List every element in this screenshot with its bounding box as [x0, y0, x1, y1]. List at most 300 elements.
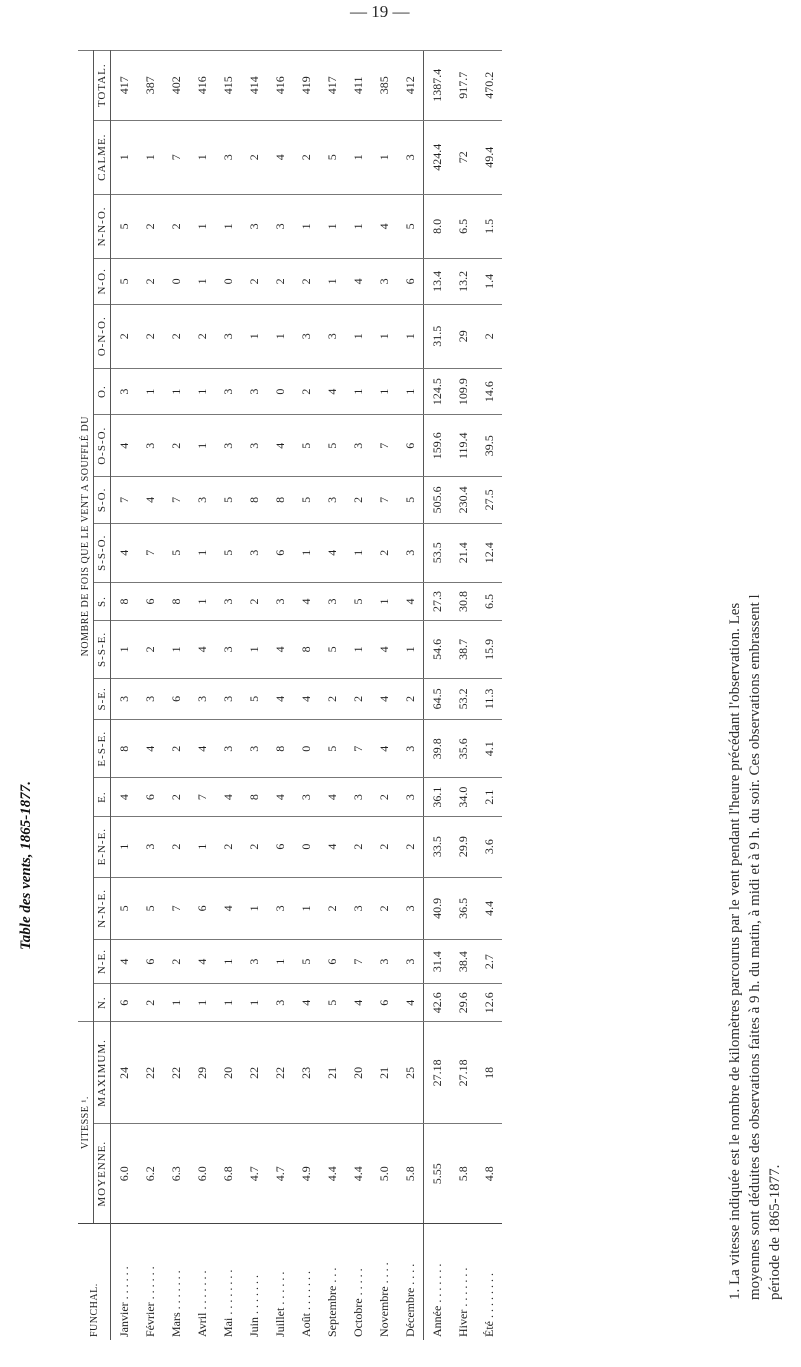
- table-cell: 3: [397, 720, 424, 778]
- table-cell: 2: [267, 259, 293, 305]
- table-cell: 33.5: [424, 816, 451, 877]
- table-row: [163, 51, 189, 1341]
- table-cell: 20: [215, 1022, 241, 1124]
- table-cell: 6.5: [450, 194, 476, 258]
- table-cell: 2: [163, 778, 189, 816]
- table-cell: 3: [137, 816, 163, 877]
- table-cell: 4: [397, 984, 424, 1022]
- table-cell: 29: [189, 1022, 215, 1124]
- table-cell: 3: [189, 477, 215, 524]
- table-cell: 5: [319, 720, 345, 778]
- table-cell: 2: [345, 816, 371, 877]
- table-cell: 6.3: [163, 1124, 189, 1224]
- table-cell: 4: [267, 621, 293, 679]
- table-cell: 2: [371, 778, 397, 816]
- side-title: Table des vents, 1865-1877.: [18, 780, 34, 950]
- row-label: Mai . . . . . . . .: [215, 1224, 241, 1341]
- table-cell: 1: [371, 304, 397, 368]
- column-header: S-S-O.: [94, 523, 111, 582]
- column-header: N-N-O.: [94, 194, 111, 258]
- table-cell: 54.6: [424, 621, 451, 679]
- table-cell: 3: [267, 984, 293, 1022]
- table-cell: 5: [111, 194, 138, 258]
- table-cell: 1: [111, 816, 138, 877]
- table-cell: 27.18: [450, 1022, 476, 1124]
- table-cell: 22: [137, 1022, 163, 1124]
- table-cell: 385: [371, 51, 397, 121]
- table-cell: 35.6: [450, 720, 476, 778]
- table-cell: 27.5: [476, 477, 502, 524]
- column-header: MAXIMUM.: [94, 1022, 111, 1124]
- table-cell: 6.5: [476, 582, 502, 620]
- column-header-row: [94, 51, 111, 1341]
- table-cell: 7: [345, 940, 371, 984]
- row-label: Janvier . . . . . .: [111, 1224, 138, 1341]
- table-cell: 8: [293, 621, 319, 679]
- table-cell: 3: [241, 194, 267, 258]
- table-cell: 416: [189, 51, 215, 121]
- table-cell: 414: [241, 51, 267, 121]
- column-header: O.: [94, 368, 111, 415]
- table-cell: 1387.4: [424, 51, 451, 121]
- station-label: FUNCHAL.: [78, 1224, 111, 1341]
- table-cell: 5: [397, 477, 424, 524]
- table-cell: 1: [189, 259, 215, 305]
- table-cell: 64.5: [424, 678, 451, 719]
- table-cell: 1: [397, 621, 424, 679]
- table-cell: 6: [189, 877, 215, 940]
- table-cell: 2: [163, 940, 189, 984]
- table-cell: 3: [215, 582, 241, 620]
- table-cell: 6: [137, 582, 163, 620]
- table-cell: 2: [241, 259, 267, 305]
- table-cell: 3: [215, 120, 241, 194]
- column-header: CALME.: [94, 120, 111, 194]
- table-cell: 419: [293, 51, 319, 121]
- table-cell: 2: [397, 816, 424, 877]
- table-cell: 8: [267, 720, 293, 778]
- table-cell: 0: [267, 368, 293, 415]
- table-cell: 39.8: [424, 720, 451, 778]
- table-cell: 1: [111, 120, 138, 194]
- table-cell: 53.2: [450, 678, 476, 719]
- table-cell: 2: [241, 582, 267, 620]
- table-cell: 6: [397, 259, 424, 305]
- column-header: S-S-E.: [94, 621, 111, 679]
- table-cell: 6: [397, 415, 424, 477]
- table-cell: 2: [345, 477, 371, 524]
- table-cell: 8: [267, 477, 293, 524]
- table-row: [476, 51, 502, 1341]
- table-cell: 3: [371, 259, 397, 305]
- table-cell: 3: [397, 940, 424, 984]
- table-cell: 5: [293, 940, 319, 984]
- table-cell: 2: [345, 678, 371, 719]
- table-cell: 7: [371, 477, 397, 524]
- table-cell: 3.6: [476, 816, 502, 877]
- table-cell: 6: [267, 816, 293, 877]
- table-cell: 2: [137, 984, 163, 1022]
- table-row: [345, 51, 371, 1341]
- table-cell: 1: [215, 940, 241, 984]
- table-cell: 1: [345, 304, 371, 368]
- table-cell: 2.1: [476, 778, 502, 816]
- column-header: E-N-E.: [94, 816, 111, 877]
- table-cell: 2: [371, 877, 397, 940]
- table-cell: 24: [111, 1022, 138, 1124]
- table-cell: 387: [137, 51, 163, 121]
- table-cell: 12.4: [476, 523, 502, 582]
- table-cell: 6: [371, 984, 397, 1022]
- table-cell: 1: [345, 194, 371, 258]
- table-cell: 3: [345, 415, 371, 477]
- table-row: [293, 51, 319, 1341]
- group-header-vitesse: VITESSE ¹.: [78, 1022, 94, 1224]
- table-cell: 1: [189, 368, 215, 415]
- table-cell: 3: [267, 877, 293, 940]
- table-cell: 4: [111, 523, 138, 582]
- table-cell: 1: [215, 984, 241, 1022]
- table-cell: 2: [293, 259, 319, 305]
- table-cell: 5: [111, 259, 138, 305]
- row-label: Novembre . . . .: [371, 1224, 397, 1341]
- table-cell: 4: [397, 582, 424, 620]
- table-cell: 470.2: [476, 51, 502, 121]
- table-cell: 5.0: [371, 1124, 397, 1224]
- table-cell: 2: [111, 304, 138, 368]
- table-cell: 4: [111, 940, 138, 984]
- table-cell: 2: [137, 259, 163, 305]
- table-cell: 8: [111, 720, 138, 778]
- table-cell: 6: [137, 778, 163, 816]
- page-number: — 19 —: [350, 2, 410, 21]
- table-cell: 5: [293, 477, 319, 524]
- table-cell: 7: [189, 778, 215, 816]
- table-cell: 2: [163, 194, 189, 258]
- table-cell: 124.5: [424, 368, 451, 415]
- table-cell: 4: [319, 368, 345, 415]
- table-cell: 1: [241, 984, 267, 1022]
- table-cell: 1: [189, 984, 215, 1022]
- table-cell: 1: [163, 368, 189, 415]
- table-cell: 4: [215, 778, 241, 816]
- table-cell: 3: [293, 778, 319, 816]
- table-cell: 1: [241, 877, 267, 940]
- column-header: E.: [94, 778, 111, 816]
- table-cell: 402: [163, 51, 189, 121]
- table-cell: 3: [267, 582, 293, 620]
- table-cell: 3: [397, 523, 424, 582]
- table-cell: 4.7: [267, 1124, 293, 1224]
- table-cell: 6: [111, 984, 138, 1022]
- row-label: Année . . . . . . .: [424, 1224, 451, 1341]
- table-cell: 917.7: [450, 51, 476, 121]
- table-cell: 4.4: [319, 1124, 345, 1224]
- table-cell: 2: [319, 877, 345, 940]
- table-cell: 1: [189, 120, 215, 194]
- table-cell: 8: [111, 582, 138, 620]
- table-cell: 6.8: [215, 1124, 241, 1224]
- table-cell: 4: [111, 778, 138, 816]
- table-cell: 1: [397, 304, 424, 368]
- table-cell: 49.4: [476, 120, 502, 194]
- table-cell: 2: [163, 304, 189, 368]
- table-cell: 3: [345, 877, 371, 940]
- table-cell: 5: [137, 877, 163, 940]
- table-cell: 3: [241, 720, 267, 778]
- table-row: [215, 51, 241, 1341]
- table-cell: 42.6: [424, 984, 451, 1022]
- table-cell: 1: [241, 621, 267, 679]
- table-cell: 6.0: [111, 1124, 138, 1224]
- table-cell: 415: [215, 51, 241, 121]
- table-cell: 1: [267, 304, 293, 368]
- table-cell: 53.5: [424, 523, 451, 582]
- table-cell: 4: [319, 778, 345, 816]
- table-cell: 5: [345, 582, 371, 620]
- table-cell: 3: [345, 778, 371, 816]
- table-cell: 4: [371, 621, 397, 679]
- table-cell: 29.6: [450, 984, 476, 1022]
- table-cell: 1: [345, 523, 371, 582]
- table-cell: 1: [371, 120, 397, 194]
- table-cell: 4: [345, 984, 371, 1022]
- group-header-nombre: NOMBRE DE FOIS QUE LE VENT A SOUFFLÉ DU: [78, 51, 94, 1022]
- table-row: [111, 51, 138, 1341]
- table-cell: 3: [397, 877, 424, 940]
- column-header: S.: [94, 582, 111, 620]
- table-cell: 1: [137, 120, 163, 194]
- row-label: Septembre . . .: [319, 1224, 345, 1341]
- table-cell: 3: [189, 678, 215, 719]
- row-label: Juin . . . . . . .: [241, 1224, 267, 1341]
- table-cell: 3: [111, 368, 138, 415]
- table-cell: 3: [397, 778, 424, 816]
- table-cell: 3: [241, 368, 267, 415]
- table-cell: 7: [163, 120, 189, 194]
- table-cell: 4: [371, 720, 397, 778]
- table-cell: 119.4: [450, 415, 476, 477]
- table-cell: 21.4: [450, 523, 476, 582]
- table-cell: 0: [293, 816, 319, 877]
- table-cell: 3: [241, 415, 267, 477]
- table-cell: 4.8: [476, 1124, 502, 1224]
- table-cell: 22: [163, 1022, 189, 1124]
- table-cell: 15.9: [476, 621, 502, 679]
- column-header: O-S-O.: [94, 415, 111, 477]
- table-cell: 1: [111, 621, 138, 679]
- table-cell: 4: [215, 877, 241, 940]
- table-cell: 5: [319, 415, 345, 477]
- table-cell: 3: [215, 678, 241, 719]
- table-cell: 18: [476, 1022, 502, 1124]
- table-cell: 22: [241, 1022, 267, 1124]
- table-cell: 1: [371, 368, 397, 415]
- table-cell: 2: [476, 304, 502, 368]
- table-cell: 1: [215, 194, 241, 258]
- column-header: E-S-E.: [94, 720, 111, 778]
- table-cell: 2: [163, 816, 189, 877]
- row-label: Juillet . . . . . .: [267, 1224, 293, 1341]
- table-cell: 4.9: [293, 1124, 319, 1224]
- table-cell: 1: [293, 877, 319, 940]
- table-cell: 5: [111, 877, 138, 940]
- table-cell: 7: [163, 477, 189, 524]
- table-cell: 27.3: [424, 582, 451, 620]
- table-row: [137, 51, 163, 1341]
- table-cell: 3: [293, 304, 319, 368]
- table-cell: 1: [319, 259, 345, 305]
- table-cell: 1: [397, 368, 424, 415]
- column-header: N-N-E.: [94, 877, 111, 940]
- table-row: [424, 51, 451, 1341]
- table-cell: 1: [189, 523, 215, 582]
- table-cell: 34.0: [450, 778, 476, 816]
- column-header: N-E.: [94, 940, 111, 984]
- table-cell: 39.5: [476, 415, 502, 477]
- table-cell: 72: [450, 120, 476, 194]
- row-label: Août . . . . . . .: [293, 1224, 319, 1341]
- table-cell: 2: [137, 194, 163, 258]
- column-header: N.: [94, 984, 111, 1022]
- table-cell: 25: [397, 1022, 424, 1124]
- table-cell: 2: [371, 816, 397, 877]
- table-cell: 2: [371, 523, 397, 582]
- table-cell: 3: [215, 304, 241, 368]
- table-cell: 31.5: [424, 304, 451, 368]
- footnote-line: moyennes sont déduites des observations faites à 9 h. du matin, à midi et à 9 h. du soir. Ces observations embrassent l: [747, 594, 763, 1300]
- table-cell: 2: [163, 720, 189, 778]
- table-cell: 2: [293, 368, 319, 415]
- table-cell: 4: [371, 678, 397, 719]
- table-cell: 4: [293, 582, 319, 620]
- table-cell: 2: [293, 120, 319, 194]
- table-cell: 31.4: [424, 940, 451, 984]
- row-label: Été . . . . . . . .: [476, 1224, 502, 1341]
- table-cell: 1: [345, 621, 371, 679]
- table-cell: 4: [371, 194, 397, 258]
- table-row: [241, 51, 267, 1341]
- table-cell: 29: [450, 304, 476, 368]
- table-cell: 38.7: [450, 621, 476, 679]
- table-cell: 1: [189, 415, 215, 477]
- table-cell: 5.55: [424, 1124, 451, 1224]
- table-cell: 1: [319, 194, 345, 258]
- footnote-line: période de 1865-1877.: [767, 1164, 783, 1300]
- table-cell: 2: [215, 816, 241, 877]
- table-cell: 3: [111, 678, 138, 719]
- table-cell: 4.1: [476, 720, 502, 778]
- column-header: N-O.: [94, 259, 111, 305]
- table-cell: 4.7: [241, 1124, 267, 1224]
- table-cell: 3: [319, 477, 345, 524]
- column-header: S-E.: [94, 678, 111, 719]
- table-cell: 6: [137, 940, 163, 984]
- table-cell: 8.0: [424, 194, 451, 258]
- table-cell: 7: [111, 477, 138, 524]
- table-row: [319, 51, 345, 1341]
- table-cell: 2: [189, 304, 215, 368]
- table-cell: 5: [293, 415, 319, 477]
- table-cell: 3: [215, 368, 241, 415]
- table-cell: 2: [137, 304, 163, 368]
- table-cell: 3: [267, 194, 293, 258]
- table-cell: 4.4: [476, 877, 502, 940]
- table-cell: 40.9: [424, 877, 451, 940]
- table-cell: 4: [189, 621, 215, 679]
- table-cell: 1.5: [476, 194, 502, 258]
- table-cell: 3: [241, 523, 267, 582]
- row-label: Hiver . . . . . . .: [450, 1224, 476, 1341]
- table-body: [111, 51, 503, 1341]
- table-cell: 109.9: [450, 368, 476, 415]
- table-cell: 21: [319, 1022, 345, 1124]
- table-cell: 4: [267, 778, 293, 816]
- table-cell: 1: [189, 582, 215, 620]
- table-cell: 5: [241, 678, 267, 719]
- table-cell: 6: [319, 940, 345, 984]
- table-row: [397, 51, 424, 1341]
- table-cell: 0: [293, 720, 319, 778]
- table-cell: 22: [267, 1022, 293, 1124]
- table-cell: 2.7: [476, 940, 502, 984]
- table-cell: 1.4: [476, 259, 502, 305]
- table-cell: 13.4: [424, 259, 451, 305]
- table-cell: 6.0: [189, 1124, 215, 1224]
- table-cell: 3: [371, 940, 397, 984]
- table-cell: 159.6: [424, 415, 451, 477]
- table-cell: 4: [137, 477, 163, 524]
- table-cell: 2: [319, 678, 345, 719]
- table-cell: 5: [319, 621, 345, 679]
- table-cell: 7: [345, 720, 371, 778]
- table-cell: 505.6: [424, 477, 451, 524]
- table-cell: 4: [267, 678, 293, 719]
- table-cell: 36.5: [450, 877, 476, 940]
- table-cell: 4: [319, 523, 345, 582]
- table-cell: 6.2: [137, 1124, 163, 1224]
- table-cell: 4: [345, 259, 371, 305]
- table-cell: 4: [137, 720, 163, 778]
- table-cell: 1: [189, 816, 215, 877]
- column-header: O-N-O.: [94, 304, 111, 368]
- table-cell: 3: [397, 120, 424, 194]
- table-cell: 5: [215, 477, 241, 524]
- row-label: Avril . . . . . . .: [189, 1224, 215, 1341]
- table-cell: 1: [137, 368, 163, 415]
- table-cell: 12.6: [476, 984, 502, 1022]
- column-header: S-O.: [94, 477, 111, 524]
- wind-table: [78, 50, 502, 1340]
- table-cell: 8: [163, 582, 189, 620]
- row-label: Février . . . . . .: [137, 1224, 163, 1341]
- table-cell: 0: [163, 259, 189, 305]
- column-header: TOTAL.: [94, 51, 111, 121]
- table-cell: 5: [163, 523, 189, 582]
- table-cell: 4: [293, 984, 319, 1022]
- table-cell: 38.4: [450, 940, 476, 984]
- table-cell: 21: [371, 1022, 397, 1124]
- table-cell: 424.4: [424, 120, 451, 194]
- table-cell: 23: [293, 1022, 319, 1124]
- table-cell: 4: [267, 120, 293, 194]
- table-cell: 5.8: [397, 1124, 424, 1224]
- table-cell: 11.3: [476, 678, 502, 719]
- table-cell: 5: [319, 984, 345, 1022]
- table-cell: 4: [111, 415, 138, 477]
- table-cell: 5.8: [450, 1124, 476, 1224]
- table-cell: 13.2: [450, 259, 476, 305]
